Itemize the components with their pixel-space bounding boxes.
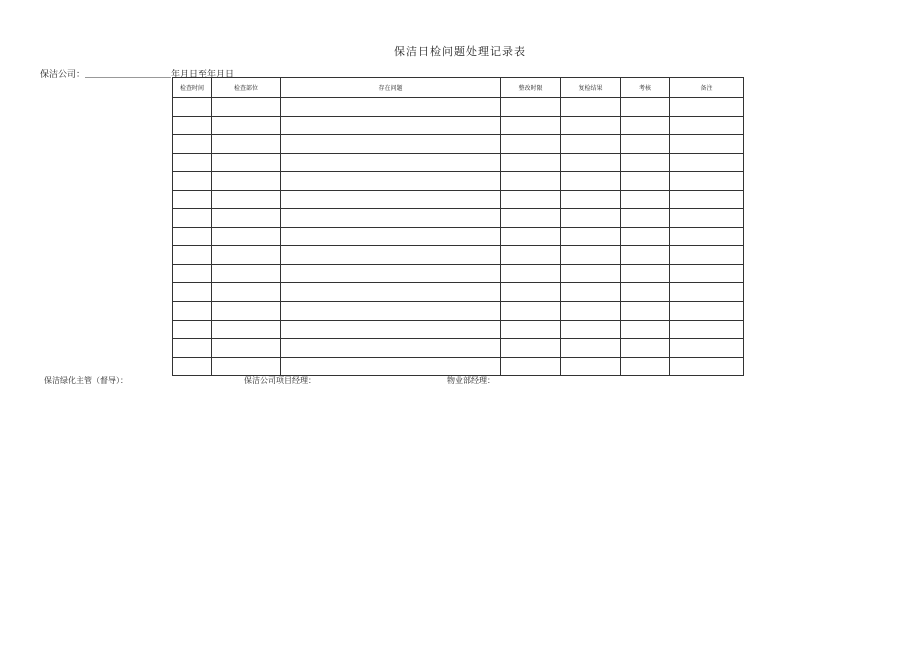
table-cell[interactable]: [173, 190, 212, 209]
table-cell[interactable]: [670, 283, 744, 302]
header-remarks: 备注: [670, 78, 744, 98]
table-cell[interactable]: [621, 135, 670, 154]
date-range: 年月日至年月日: [171, 70, 235, 80]
table-cell[interactable]: [173, 209, 212, 228]
table-cell[interactable]: [561, 264, 621, 283]
table-cell[interactable]: [281, 246, 501, 265]
table-cell[interactable]: [670, 264, 744, 283]
table-cell[interactable]: [212, 135, 281, 154]
table-cell[interactable]: [670, 302, 744, 321]
table-row: [173, 209, 744, 228]
table-cell[interactable]: [670, 209, 744, 228]
table-cell[interactable]: [501, 339, 561, 358]
table-cell[interactable]: [212, 116, 281, 135]
table-cell[interactable]: [561, 209, 621, 228]
signature-property-manager: 物业部经理：: [447, 376, 495, 385]
table-cell[interactable]: [561, 283, 621, 302]
table-cell[interactable]: [212, 153, 281, 172]
table-row: [173, 172, 744, 191]
table-cell[interactable]: [621, 153, 670, 172]
table-cell[interactable]: [501, 116, 561, 135]
table-cell[interactable]: [281, 264, 501, 283]
table-cell[interactable]: [501, 209, 561, 228]
table-cell[interactable]: [281, 320, 501, 339]
table-cell[interactable]: [561, 246, 621, 265]
table-cell[interactable]: [561, 320, 621, 339]
table-cell[interactable]: [561, 227, 621, 246]
table-row: [173, 283, 744, 302]
table-cell[interactable]: [621, 320, 670, 339]
table-row: [173, 98, 744, 117]
table-cell[interactable]: [670, 153, 744, 172]
table-cell[interactable]: [281, 172, 501, 191]
table-cell[interactable]: [173, 283, 212, 302]
table-cell[interactable]: [561, 116, 621, 135]
table-cell[interactable]: [670, 246, 744, 265]
header-check-location: 检查部位: [212, 78, 281, 98]
table-cell[interactable]: [621, 302, 670, 321]
page-title: 保洁日检问题处理记录表: [394, 45, 526, 58]
table-cell[interactable]: [173, 172, 212, 191]
table-cell[interactable]: [281, 283, 501, 302]
table-cell[interactable]: [670, 357, 744, 376]
table-cell[interactable]: [212, 98, 281, 117]
table-cell[interactable]: [173, 264, 212, 283]
table-row: [173, 302, 744, 321]
table-cell[interactable]: [501, 246, 561, 265]
table-cell[interactable]: [501, 302, 561, 321]
table-cell[interactable]: [670, 227, 744, 246]
records-table: [172, 77, 744, 376]
table-cell[interactable]: [212, 246, 281, 265]
table-cell[interactable]: [561, 339, 621, 358]
table-cell[interactable]: [621, 246, 670, 265]
table-row: [173, 339, 744, 358]
header-check-time: 检查时间: [173, 78, 212, 98]
table-cell[interactable]: [621, 116, 670, 135]
table-cell[interactable]: [173, 357, 212, 376]
table-row: [173, 264, 744, 283]
table-cell[interactable]: [501, 264, 561, 283]
table-cell[interactable]: [501, 357, 561, 376]
table-cell[interactable]: [501, 172, 561, 191]
header-deadline: 整改时限: [501, 78, 561, 98]
table-cell[interactable]: [561, 135, 621, 154]
table-cell[interactable]: [621, 190, 670, 209]
table-cell[interactable]: [173, 227, 212, 246]
table-row: [173, 320, 744, 339]
table-cell[interactable]: [212, 357, 281, 376]
table-cell[interactable]: [212, 302, 281, 321]
table-cell[interactable]: [621, 357, 670, 376]
table-cell[interactable]: [173, 116, 212, 135]
table-cell[interactable]: [621, 209, 670, 228]
table-cell[interactable]: [212, 209, 281, 228]
table-cell[interactable]: [621, 339, 670, 358]
table-cell[interactable]: [621, 283, 670, 302]
table-cell[interactable]: [621, 172, 670, 191]
table-cell[interactable]: [281, 98, 501, 117]
table-cell[interactable]: [212, 339, 281, 358]
table-cell[interactable]: [621, 227, 670, 246]
table-row: [173, 153, 744, 172]
table-cell[interactable]: [621, 264, 670, 283]
table-cell[interactable]: [281, 357, 501, 376]
table-cell[interactable]: [212, 227, 281, 246]
table-cell[interactable]: [281, 153, 501, 172]
table-cell[interactable]: [173, 98, 212, 117]
table-cell[interactable]: [281, 116, 501, 135]
table-cell[interactable]: [670, 116, 744, 135]
table-cell[interactable]: [212, 190, 281, 209]
table-row: [173, 357, 744, 376]
table-row: [173, 135, 744, 154]
table-cell[interactable]: [670, 98, 744, 117]
table-cell[interactable]: [281, 209, 501, 228]
table-cell[interactable]: [281, 190, 501, 209]
table-cell[interactable]: [173, 135, 212, 154]
table-cell[interactable]: [501, 320, 561, 339]
table-cell[interactable]: [561, 302, 621, 321]
table-cell[interactable]: [281, 135, 501, 154]
table-cell[interactable]: [173, 339, 212, 358]
table-cell[interactable]: [212, 172, 281, 191]
table-cell[interactable]: [561, 190, 621, 209]
table-cell[interactable]: [501, 135, 561, 154]
signature-supervisor: 保洁绿化主管（督导）：: [44, 376, 128, 385]
table-cell[interactable]: [173, 246, 212, 265]
table-cell[interactable]: [212, 264, 281, 283]
table-cell[interactable]: [670, 172, 744, 191]
table-row: [173, 190, 744, 209]
table-cell[interactable]: [501, 190, 561, 209]
table-row: [173, 246, 744, 265]
table-cell[interactable]: [501, 227, 561, 246]
table-cell[interactable]: [670, 320, 744, 339]
table-cell[interactable]: [561, 98, 621, 117]
table-cell[interactable]: [281, 339, 501, 358]
table-row: [173, 227, 744, 246]
table-cell[interactable]: [670, 190, 744, 209]
table-cell[interactable]: [670, 339, 744, 358]
signature-project-manager: 保洁公司项目经理：: [244, 376, 316, 385]
header-issues: 存在问题: [281, 78, 501, 98]
table-cell[interactable]: [173, 302, 212, 321]
table-cell[interactable]: [670, 135, 744, 154]
table-cell[interactable]: [173, 153, 212, 172]
table-cell[interactable]: [561, 153, 621, 172]
table-cell[interactable]: [561, 172, 621, 191]
table-cell[interactable]: [501, 98, 561, 117]
table-cell[interactable]: [621, 98, 670, 117]
table-header-row: [173, 78, 744, 98]
table-cell[interactable]: [501, 283, 561, 302]
table-row: [173, 116, 744, 135]
table-cell[interactable]: [501, 153, 561, 172]
header-recheck-result: 复检结果: [561, 78, 621, 98]
company-label: 保洁公司：: [40, 70, 86, 80]
header-assessment: 考核: [621, 78, 670, 98]
company-fill-line: [85, 77, 171, 78]
table-cell[interactable]: [212, 320, 281, 339]
table-cell[interactable]: [212, 283, 281, 302]
table-cell[interactable]: [281, 302, 501, 321]
table-cell[interactable]: [561, 357, 621, 376]
table-cell[interactable]: [281, 227, 501, 246]
table-cell[interactable]: [173, 320, 212, 339]
